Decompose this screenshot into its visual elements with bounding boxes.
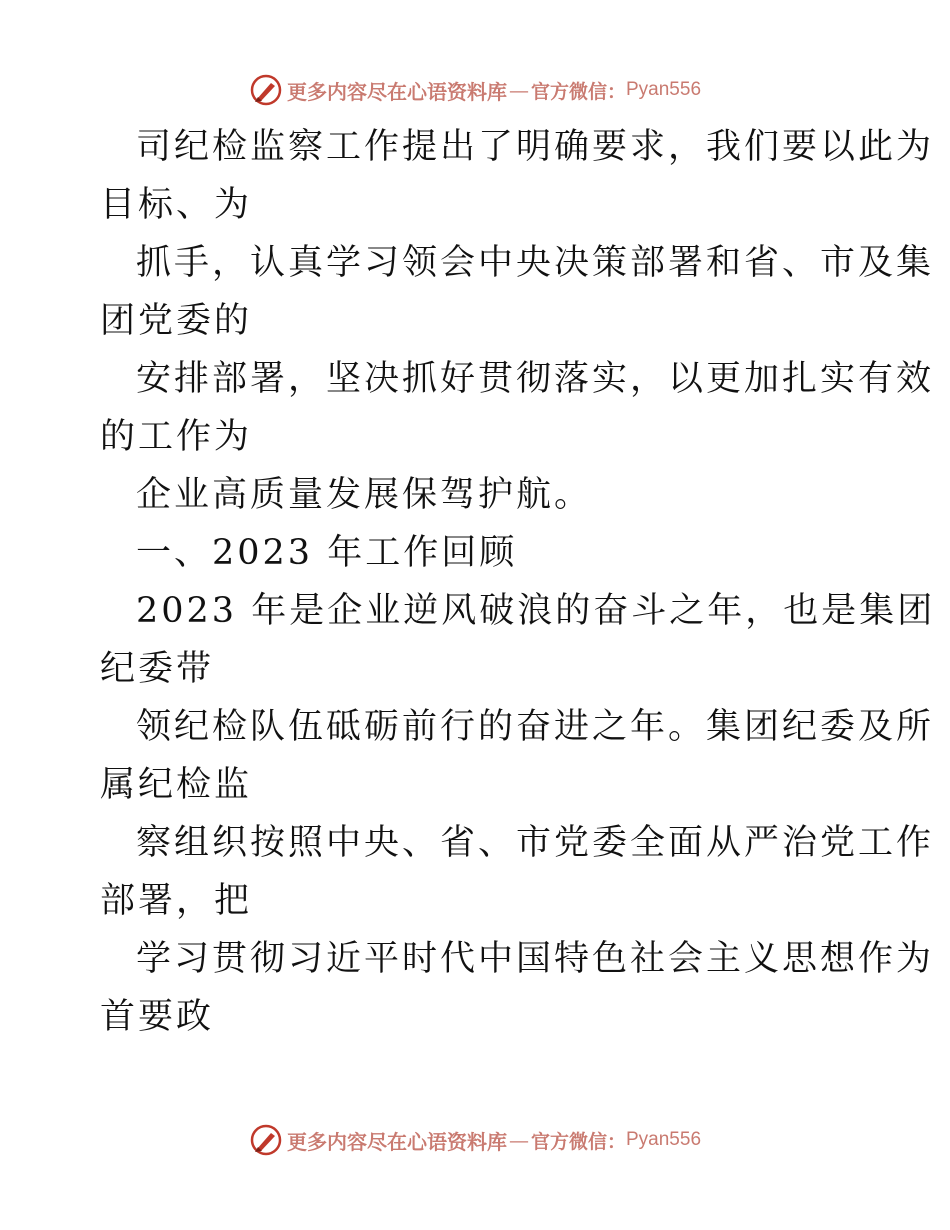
banner-wechat-id: Pyan556: [626, 79, 702, 100]
section-heading: 一、2023 年工作回顾: [136, 533, 518, 573]
text-line: 部署，把: [100, 881, 253, 921]
header-banner: [0, 70, 950, 110]
text-line: 学习贯彻习近平时代中国特色社会主义思想作为: [136, 939, 935, 979]
banner-text: 更多内容尽在心语资料库: [286, 79, 507, 104]
text-line: 司纪检监察工作提出了明确要求，我们要以此为: [136, 127, 935, 167]
text-line: 目标、为: [100, 185, 253, 225]
text-line: 企业高质量发展保驾护航。: [136, 475, 593, 515]
footer-banner: [0, 1120, 950, 1160]
text-line: 纪委带: [100, 649, 215, 689]
pen-logo-icon: [249, 1123, 283, 1157]
text-line: 抓手，认真学习领会中央决策部署和省、市及集: [136, 243, 935, 283]
text-line: 安排部署，坚决抓好贯彻落实，以更加扎实有效: [136, 359, 935, 399]
banner-text: 更多内容尽在心语资料库: [286, 1129, 507, 1154]
text-line: 的工作为: [100, 417, 253, 457]
banner-dash: —: [508, 1128, 529, 1152]
document-body: [100, 118, 936, 1046]
banner-wechat-label: 官方微信：: [530, 80, 626, 103]
pen-logo-icon: [249, 73, 283, 107]
banner-wechat-label: 官方微信：: [530, 1130, 626, 1153]
text-line: 2023 年是企业逆风破浪的奋斗之年，也是集团: [136, 591, 936, 631]
text-line: 察组织按照中央、省、市党委全面从严治党工作: [136, 823, 935, 863]
text-line: 首要政: [100, 997, 215, 1037]
text-line: 属纪检监: [100, 765, 253, 805]
text-line: 领纪检队伍砥砺前行的奋进之年。集团纪委及所: [136, 707, 935, 747]
banner-wechat-id: Pyan556: [626, 1129, 702, 1150]
text-line: 团党委的: [100, 301, 253, 341]
banner-dash: —: [508, 78, 529, 102]
